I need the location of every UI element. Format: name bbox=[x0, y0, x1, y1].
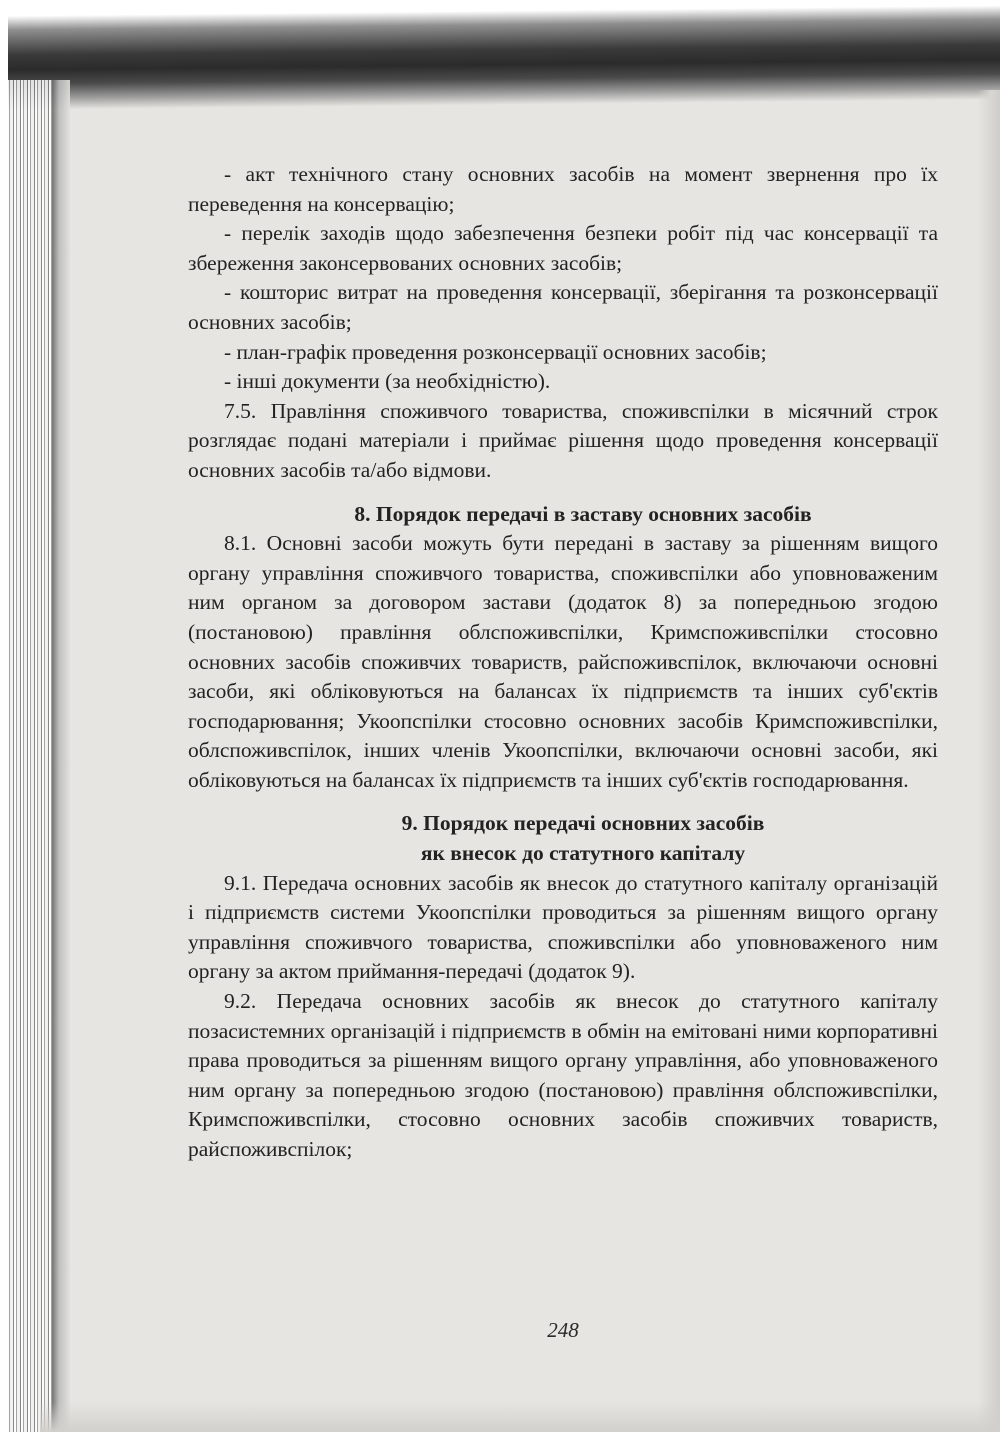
page-right-edge bbox=[978, 90, 1000, 1432]
list-item-other-documents: - інші документи (за необхідністю). bbox=[224, 369, 551, 394]
page-number: 248 bbox=[547, 1318, 579, 1342]
list-item-cost-estimate: - кошторис витрат на проведення консервації, зберігання та розконсервації основних засобів; bbox=[188, 280, 938, 334]
list-item-safety-measures: - перелік заходів щодо забезпечення безпеки робіт під час консервації та збереження законсервованих основних засобів; bbox=[188, 221, 938, 275]
list-item-act: - акт технічного стану основних засобів на момент звернення про їх переведення на консервацію; bbox=[188, 162, 938, 216]
list-item-schedule: - план-графік проведення розконсервації основних засобів; bbox=[224, 339, 767, 364]
section-9-heading-line-2: як внесок до статутного капіталу bbox=[420, 841, 746, 866]
section-8-heading: 8. Порядок передачі в заставу основних засобів bbox=[354, 501, 812, 526]
page-text bbox=[188, 160, 938, 1165]
paragraph-7-5: 7.5. Правління споживчого товариства, споживспілки в місячний строк розглядає подані матеріали і приймає рішення щодо проведення консервації основних засобів та/або відмови. bbox=[188, 398, 938, 482]
page-bottom-edge bbox=[40, 1402, 1000, 1432]
section-9-heading-line-1: 9. Порядок передачі основних засобів bbox=[401, 811, 765, 836]
paragraph-9-2: 9.2. Передача основних засобів як внесок до статутного капіталу позасистемних організацій і підприємств в обмін на емітовані ними корпоративні права проводиться за рішенням вищого органу управління, або уповноваженого ним органу за попередньою згодою (постановою) правління облспоживспілки, Кримспоживспілки, стосовно основних засобів споживчих товариств, райспоживспілок; bbox=[188, 989, 938, 1161]
paragraph-8-1: 8.1. Основні засоби можуть бути передані в заставу за рішенням вищого органу управління споживчого товариства, споживспілки або уповноваженим ним органом за договором застави (додаток 8) за попередньою згодою (постановою) правління облспоживспілки, Кримспоживспілки стосовно основних засобів споживчих товариств, райспоживспілок, включаючи основні засоби, які обліковуються на балансах їх підприємств та інших суб'єктів господарювання; Укоопспілки стосовно основних засобів Кримспоживспілки, облспоживспілок, інших членів Укоопспілки, включаючи основні засоби, які обліковуються на балансах їх підприємств та інших суб'єктів господарювання. bbox=[188, 531, 938, 792]
scanner-shadow bbox=[0, 0, 1000, 110]
paragraph-9-1: 9.1. Передача основних засобів як внесок до статутного капіталу організацій і підприємств системи Укоопспілки проводиться за рішенням вищого органу управління споживчого товариства, споживспілки або уповноваженого ним органу за актом приймання-передачі (додаток 9). bbox=[188, 870, 938, 984]
book-page-edges bbox=[0, 80, 70, 1432]
scan-margin-left bbox=[0, 0, 8, 1432]
